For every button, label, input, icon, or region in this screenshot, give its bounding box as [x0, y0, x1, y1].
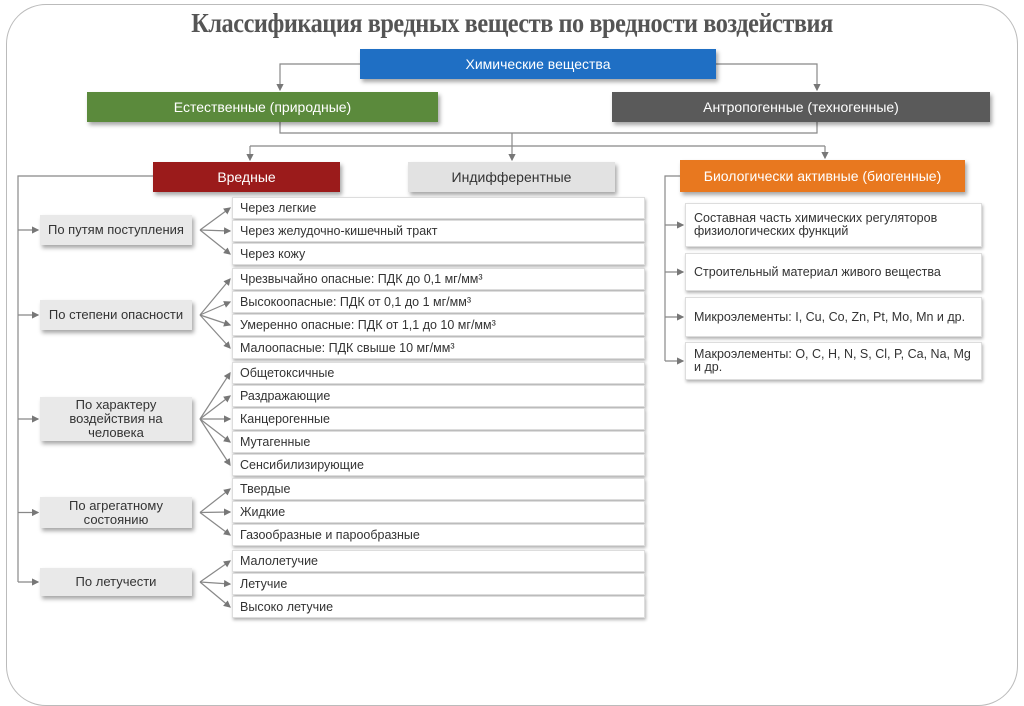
harmful-node-label: Вредные: [217, 169, 276, 185]
connector: [280, 64, 360, 90]
harmful-item-label: Чрезвычайно опасные: ПДК до 0,1 мг/мм³: [240, 272, 483, 286]
harmful-item-label: Мутагенные: [240, 435, 311, 449]
harmful-item-label: Летучие: [240, 577, 288, 591]
harmful-item-label: Твердые: [240, 482, 291, 496]
harmful-item-label: Через кожу: [240, 247, 306, 261]
harmful-item: [232, 268, 645, 290]
harmful-item-label: Высокоопасные: ПДК от 0,1 до 1 мг/мм³: [240, 295, 471, 309]
harmful-item-label: Малолетучие: [240, 554, 319, 568]
connector: [200, 489, 230, 513]
harmful-item: [232, 291, 645, 313]
connector: [200, 582, 230, 584]
connector: [200, 419, 230, 465]
chemical-substances-node-label: Химические вещества: [465, 56, 611, 72]
harmful-group-2-label: По степени опасности: [48, 307, 184, 322]
bioactive-item-label: Строительный материал живого вещества: [694, 264, 941, 279]
harmful-item-label: Малоопасные: ПДК свыше 10 мг/мм³: [240, 341, 455, 355]
harmful-group-1: [40, 215, 192, 245]
harmful-item-label: Через желудочно-кишечный тракт: [240, 224, 438, 238]
harmful-item: [232, 524, 645, 546]
harmful-group-4-label: По агрегатному состоянию: [69, 497, 163, 527]
connector: [200, 396, 230, 419]
harmful-item: [232, 243, 645, 265]
harmful-group-5-label: По летучести: [75, 574, 157, 589]
bioactive-node-label: Биологически активные (биогенные): [703, 168, 942, 184]
anthropogenic-node-label: Антропогенные (техногенные): [703, 99, 899, 115]
natural-node: [87, 92, 438, 122]
connector: [200, 419, 230, 442]
harmful-item-label: Общетоксичные: [240, 366, 335, 380]
connector: [200, 513, 230, 536]
connector: [200, 582, 230, 607]
harmful-group-3: [40, 397, 192, 441]
harmful-item-label: Высоко летучие: [240, 600, 334, 614]
bioactive-node: [680, 160, 965, 192]
harmful-item: [232, 385, 645, 407]
bioactive-item: [685, 342, 982, 380]
connector: [665, 176, 680, 361]
anthropogenic-node: [612, 92, 990, 122]
connector: [200, 279, 230, 315]
harmful-item: [232, 550, 645, 572]
harmful-item: [232, 431, 645, 453]
harmful-node: [153, 162, 340, 192]
harmful-group-2: [40, 300, 192, 330]
bioactive-item-label: Макроэлементы: O, C, H, N, S, Cl, P, Ca, Na, Mg и др.: [694, 347, 971, 374]
connector: [200, 373, 230, 419]
bioactive-item: [685, 297, 982, 337]
connector: [716, 64, 817, 90]
indifferent-node: [408, 162, 615, 192]
harmful-item: [232, 454, 645, 476]
harmful-item: [232, 337, 645, 359]
page-title: Классификация вредных веществ по вредности воздействия: [191, 8, 833, 38]
connector: [200, 302, 230, 315]
harmful-item: [232, 220, 645, 242]
connector: [200, 561, 230, 582]
connector: [200, 230, 230, 231]
harmful-item-label: Раздражающие: [240, 389, 331, 403]
bioactive-item-label: Составная часть химических регуляторов физиологических функций: [694, 211, 938, 238]
harmful-item: [232, 478, 645, 500]
harmful-item-label: Умеренно опасные: ПДК от 1,1 до 10 мг/мм³: [240, 318, 496, 332]
bioactive-item: [685, 253, 982, 291]
harmful-item: [232, 314, 645, 336]
harmful-item-label: Канцерогенные: [240, 412, 330, 426]
connector: [200, 512, 230, 513]
bioactive-item: [685, 203, 982, 247]
harmful-item: [232, 596, 645, 618]
bioactive-item-label: Микроэлементы: I, Cu, Co, Zn, Pt, Mo, Mn и др.: [694, 309, 966, 324]
harmful-group-1-label: По путям поступления: [48, 222, 184, 237]
harmful-item: [232, 501, 645, 523]
harmful-group-5: [40, 568, 192, 596]
harmful-item: [232, 573, 645, 595]
connector: [200, 208, 230, 230]
connector: [200, 230, 230, 254]
connector: [280, 122, 817, 133]
harmful-group-3-label: По характеру воздействия на человека: [69, 397, 163, 440]
harmful-item-label: Сенсибилизирующие: [240, 458, 364, 472]
harmful-item-label: Жидкие: [240, 505, 286, 519]
harmful-group-4: [40, 497, 192, 528]
harmful-item: [232, 362, 645, 384]
harmful-item-label: Газообразные и парообразные: [240, 528, 420, 542]
harmful-item: [232, 197, 645, 219]
chemical-substances-node: [360, 49, 716, 79]
harmful-item-label: Через легкие: [240, 201, 317, 215]
harmful-item: [232, 408, 645, 430]
indifferent-node-label: Индифферентные: [451, 169, 572, 185]
natural-node-label: Естественные (природные): [173, 99, 352, 115]
